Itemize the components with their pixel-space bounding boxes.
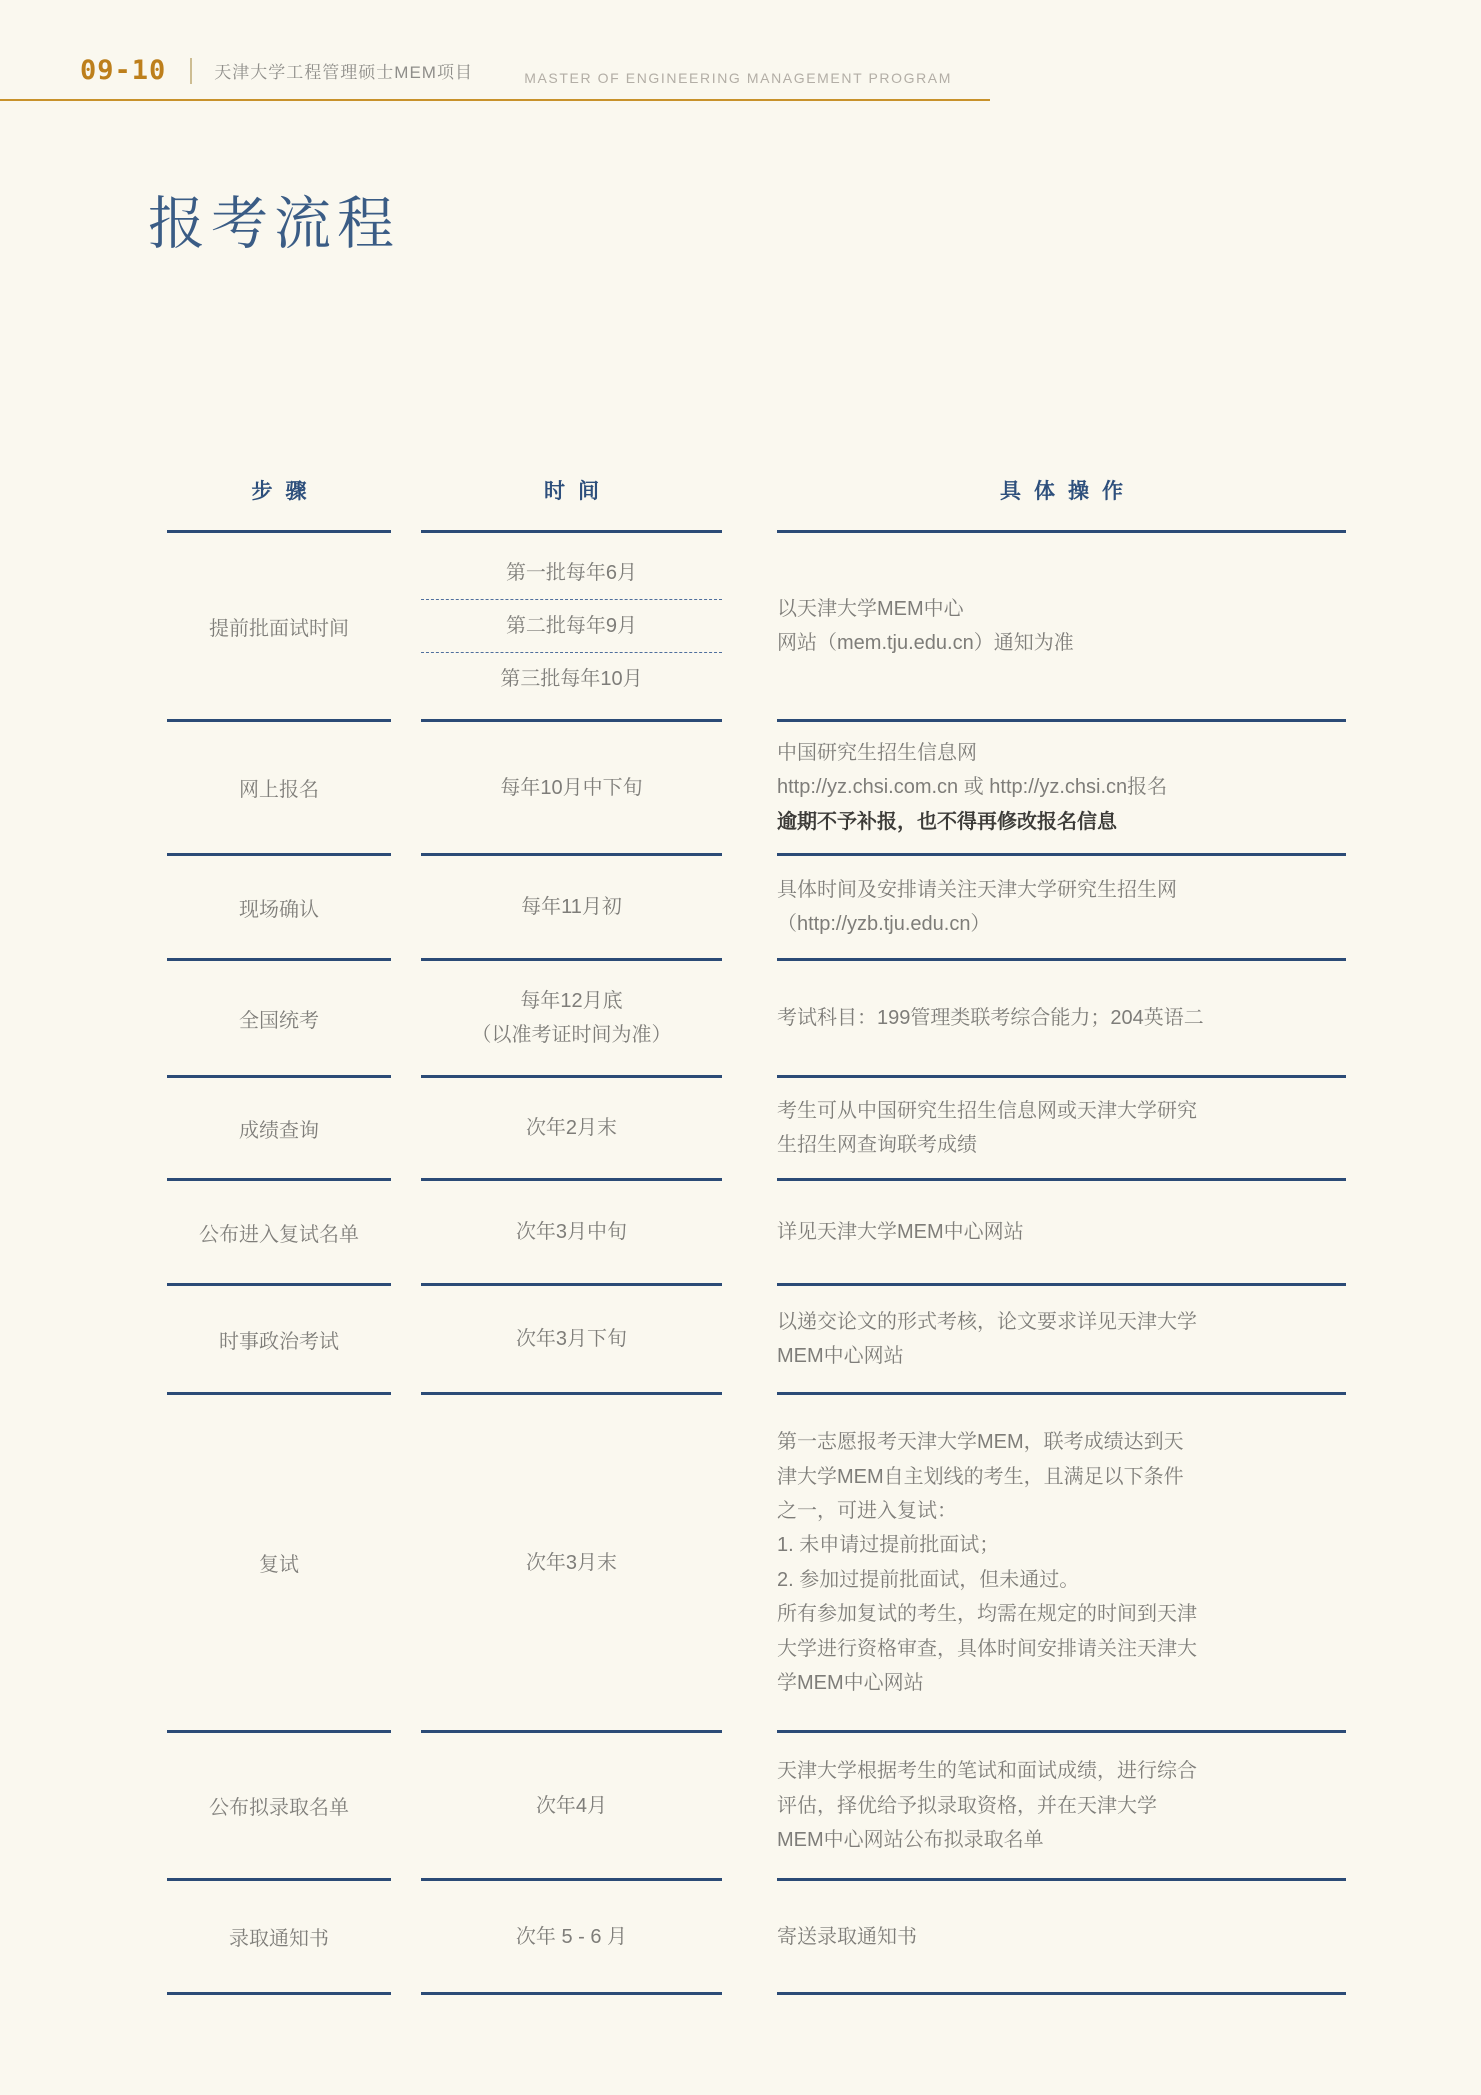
table-row xyxy=(167,1181,1346,1286)
detail-cell xyxy=(777,1286,1346,1395)
time-cell xyxy=(421,1286,722,1395)
step-label: 现场确认 xyxy=(239,898,319,921)
step-label: 公布拟录取名单 xyxy=(209,1797,349,1820)
step-cell xyxy=(167,533,391,722)
step-cell xyxy=(167,1881,391,1995)
page-title: 报考流程 xyxy=(148,192,400,256)
column-gap xyxy=(391,1181,421,1286)
step-label: 公布进入复试名单 xyxy=(199,1223,359,1246)
table-row xyxy=(167,856,1346,961)
detail-line: MEM中心网站公布拟录取名单 xyxy=(777,1828,1044,1851)
detail-line: 考试科目：199管理类联考综合能力；204英语二 xyxy=(777,1007,1204,1030)
application-process-table xyxy=(167,469,1346,1995)
detail-cell xyxy=(777,722,1346,856)
column-gap xyxy=(722,1078,777,1181)
detail-line: 以天津大学MEM中心 xyxy=(777,597,964,620)
detail-line: 1. 未申请过提前批面试； xyxy=(777,1534,1000,1557)
time-cell xyxy=(421,1181,722,1286)
time-cell xyxy=(421,1881,722,1995)
time-stack xyxy=(421,547,722,705)
step-label: 录取通知书 xyxy=(229,1928,329,1951)
table-row xyxy=(167,1881,1346,1995)
table-row xyxy=(167,533,1346,722)
column-gap xyxy=(722,1881,777,1995)
time-label: 每年10月中下旬 xyxy=(500,776,643,799)
table-row xyxy=(167,722,1346,856)
header-title-cn: 天津大学工程管理硕士MEM项目 xyxy=(214,63,473,82)
header-left xyxy=(80,55,473,86)
step-cell xyxy=(167,1181,391,1286)
time-label: 每年11月初 xyxy=(521,896,622,919)
detail-line: 第一志愿报考天津大学MEM，联考成绩达到天 xyxy=(777,1431,1184,1454)
detail-line: MEM中心网站 xyxy=(777,1345,904,1368)
step-label: 全国统考 xyxy=(239,1009,319,1032)
detail-line: 生招生网查询联考成绩 xyxy=(777,1134,977,1157)
detail-line: 大学进行资格审查，具体时间安排请关注天津大 xyxy=(777,1637,1197,1660)
detail-line-bold: 逾期不予补报，也不得再修改报名信息 xyxy=(777,810,1117,833)
detail-line: 以递交论文的形式考核，论文要求详见天津大学 xyxy=(777,1310,1197,1333)
detail-line: 中国研究生招生信息网 xyxy=(777,742,977,765)
detail-line: 考生可从中国研究生招生信息网或天津大学研究 xyxy=(777,1099,1197,1122)
detail-line: 详见天津大学MEM中心网站 xyxy=(777,1221,1024,1244)
time-cell xyxy=(421,1395,722,1733)
time-label: 次年3月末 xyxy=(525,1551,618,1574)
detail-line: 2. 参加过提前批面试，但未通过。 xyxy=(777,1568,1080,1591)
step-cell xyxy=(167,1395,391,1733)
table-row xyxy=(167,961,1346,1078)
column-gap xyxy=(722,856,777,961)
detail-cell xyxy=(777,1395,1346,1733)
step-cell xyxy=(167,1078,391,1181)
column-gap xyxy=(391,1286,421,1395)
step-label: 网上报名 xyxy=(239,779,319,802)
time-part: 第二批每年9月 xyxy=(421,599,722,652)
column-header-time: 时间 xyxy=(421,469,722,533)
detail-cell xyxy=(777,1881,1346,1995)
column-gap xyxy=(391,1733,421,1881)
table-row xyxy=(167,1286,1346,1395)
time-cell xyxy=(421,856,722,961)
page-number: 09-10 xyxy=(80,55,167,86)
column-gap xyxy=(391,856,421,961)
step-cell xyxy=(167,1286,391,1395)
detail-line: 学MEM中心网站 xyxy=(777,1671,924,1694)
time-part: 第一批每年6月 xyxy=(505,562,638,585)
column-gap xyxy=(391,1395,421,1733)
column-gap xyxy=(722,1181,777,1286)
detail-cell xyxy=(777,1181,1346,1286)
column-gap xyxy=(722,1395,777,1733)
detail-line: 所有参加复试的考生，均需在规定的时间到天津 xyxy=(777,1603,1197,1626)
column-gap xyxy=(391,961,421,1078)
time-part: 第三批每年10月 xyxy=(421,652,722,705)
detail-line: 天津大学根据考生的笔试和面试成绩，进行综合 xyxy=(777,1760,1197,1783)
detail-line: （http://yzb.tju.edu.cn） xyxy=(777,913,991,936)
step-cell xyxy=(167,1733,391,1881)
detail-line: 评估，择优给予拟录取资格，并在天津大学 xyxy=(777,1794,1157,1817)
column-gap xyxy=(391,1881,421,1995)
time-cell xyxy=(421,533,722,722)
detail-cell xyxy=(777,961,1346,1078)
column-gap xyxy=(391,533,421,722)
detail-line: 寄送录取通知书 xyxy=(777,1925,917,1948)
detail-line: 网站（mem.tju.edu.cn）通知为准 xyxy=(777,632,1074,655)
table-row xyxy=(167,1733,1346,1881)
time-line: （以准考证时间为准） xyxy=(471,1024,672,1047)
page-header xyxy=(80,55,952,86)
step-cell xyxy=(167,722,391,856)
column-gap xyxy=(391,469,421,533)
detail-cell xyxy=(777,533,1346,722)
header-rule xyxy=(0,99,990,101)
time-cell xyxy=(421,961,722,1078)
detail-cell xyxy=(777,1078,1346,1181)
column-gap xyxy=(722,533,777,722)
time-label: 次年3月下旬 xyxy=(515,1328,628,1351)
step-cell xyxy=(167,856,391,961)
column-gap xyxy=(391,1078,421,1181)
column-gap xyxy=(722,722,777,856)
time-label: 次年4月 xyxy=(535,1794,608,1817)
detail-line: 具体时间及安排请关注天津大学研究生招生网 xyxy=(777,878,1177,901)
header-divider xyxy=(190,58,192,84)
column-gap xyxy=(722,469,777,533)
column-gap xyxy=(722,1733,777,1881)
step-cell xyxy=(167,961,391,1078)
detail-line: 之一，可进入复试： xyxy=(777,1499,957,1522)
table-row xyxy=(167,1078,1346,1181)
time-label: 次年 5 - 6 月 xyxy=(515,1925,628,1948)
table-row xyxy=(167,1395,1346,1733)
detail-line: http://yz.chsi.com.cn 或 http://yz.chsi.cn报名 xyxy=(777,776,1168,799)
time-cell xyxy=(421,722,722,856)
column-gap xyxy=(722,1286,777,1395)
column-header-step: 步骤 xyxy=(167,469,391,533)
time-cell xyxy=(421,1733,722,1881)
time-label: 次年3月中旬 xyxy=(515,1221,628,1244)
time-label: 次年2月末 xyxy=(525,1117,618,1140)
column-header-detail: 具体操作 xyxy=(777,469,1346,533)
detail-cell xyxy=(777,856,1346,961)
step-label: 提前批面试时间 xyxy=(209,617,349,640)
column-gap xyxy=(722,961,777,1078)
step-label: 时事政治考试 xyxy=(219,1330,339,1353)
step-label: 成绩查询 xyxy=(239,1119,319,1142)
detail-line: 津大学MEM自主划线的考生，且满足以下条件 xyxy=(777,1465,1184,1488)
step-label: 复试 xyxy=(259,1554,299,1577)
table-header-row xyxy=(167,469,1346,533)
time-cell xyxy=(421,1078,722,1181)
header-title-en: MASTER OF ENGINEERING MANAGEMENT PROGRAM xyxy=(524,70,952,86)
column-gap xyxy=(391,722,421,856)
detail-cell xyxy=(777,1733,1346,1881)
time-line: 每年12月底 xyxy=(520,990,623,1013)
